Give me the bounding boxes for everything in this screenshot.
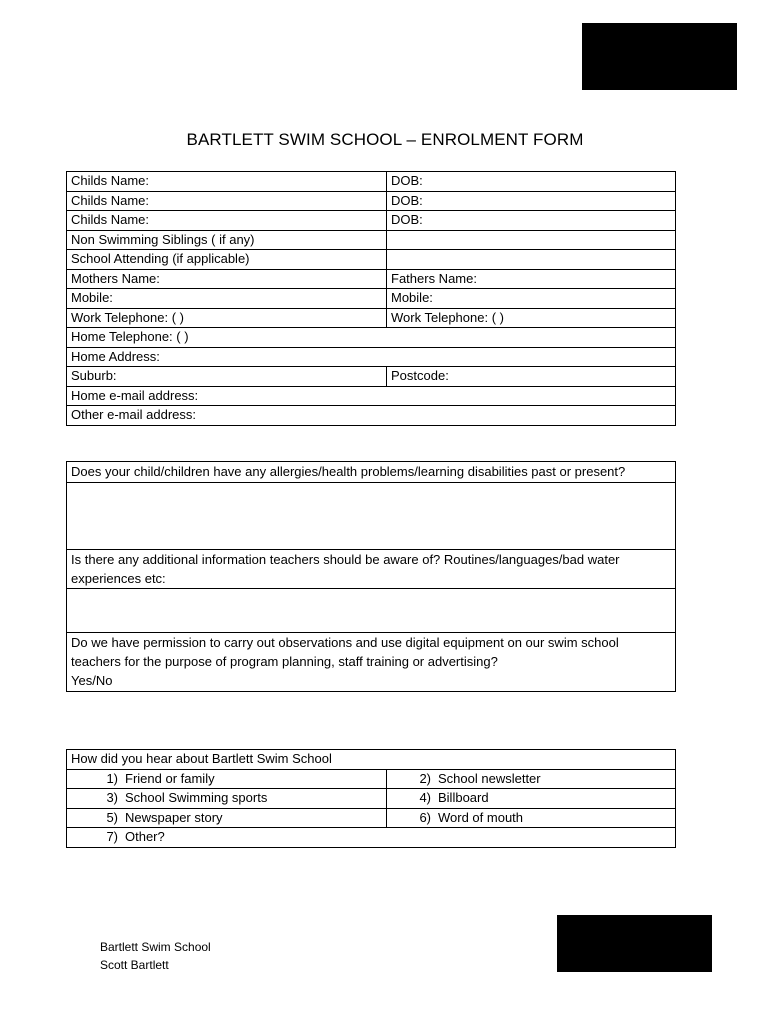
table-row — [67, 367, 676, 387]
permission-question — [67, 633, 676, 691]
option-other[interactable] — [67, 828, 676, 848]
other-email-field[interactable]: Other e-mail address: — [67, 406, 676, 426]
option-label: Other? — [125, 829, 165, 844]
table-row — [67, 769, 676, 789]
mother-work-telephone-field[interactable]: Work Telephone: ( ) — [67, 308, 387, 328]
option-newspaper-story[interactable] — [67, 808, 387, 828]
table-row — [67, 750, 676, 770]
dob-field-3[interactable]: DOB: — [387, 211, 676, 231]
option-number: 5) — [106, 809, 118, 825]
siblings-field[interactable]: Non Swimming Siblings ( if any) — [67, 230, 387, 250]
table-row — [67, 328, 676, 348]
referral-heading: How did you hear about Bartlett Swim School — [67, 750, 676, 770]
additional-info-answer-field[interactable] — [67, 589, 676, 633]
child-details-table — [66, 171, 676, 426]
home-telephone-field[interactable]: Home Telephone: ( ) — [67, 328, 676, 348]
table-row — [67, 482, 676, 549]
option-number: 1) — [106, 770, 118, 786]
siblings-extra-cell[interactable] — [387, 230, 676, 250]
page-title: BARTLETT SWIM SCHOOL – ENROLMENT FORM — [186, 130, 584, 149]
table-row — [67, 633, 676, 691]
father-mobile-field[interactable]: Mobile: — [387, 289, 676, 309]
childs-name-field-1[interactable]: Childs Name: — [67, 172, 387, 192]
option-school-swimming-sports[interactable] — [67, 789, 387, 809]
school-extra-cell[interactable] — [387, 250, 676, 270]
childs-name-field-2[interactable]: Childs Name: — [67, 191, 387, 211]
option-number: 3) — [106, 790, 118, 805]
allergies-answer-field[interactable] — [67, 482, 676, 549]
allergies-question: Does your child/children have any allergies/health problems/learning disabilities past or present? — [67, 462, 676, 483]
table-row — [67, 308, 676, 328]
option-label: Word of mouth — [438, 809, 524, 825]
table-row — [67, 386, 676, 406]
postcode-field[interactable]: Postcode: — [387, 367, 676, 387]
table-row — [67, 269, 676, 289]
health-info-table — [66, 461, 676, 692]
referral-source-table — [66, 749, 676, 848]
table-row — [67, 250, 676, 270]
option-number: 2) — [419, 770, 431, 786]
footer-school-name: Bartlett Swim School — [100, 940, 211, 954]
school-attending-field[interactable]: School Attending (if applicable) — [67, 250, 387, 270]
option-number: 7) — [106, 829, 118, 844]
table-row — [67, 589, 676, 633]
mother-mobile-field[interactable]: Mobile: — [67, 289, 387, 309]
dob-field-2[interactable]: DOB: — [387, 191, 676, 211]
dob-field-1[interactable]: DOB: — [387, 172, 676, 192]
table-row — [67, 347, 676, 367]
option-label: Friend or family — [125, 770, 215, 786]
additional-info-question: Is there any additional information teachers should be aware of? Routines/languages/bad water experiences etc: — [67, 549, 676, 589]
option-friend-or-family[interactable] — [67, 769, 387, 789]
option-label: School Swimming sports — [125, 790, 268, 805]
table-row — [67, 549, 676, 589]
home-address-field[interactable]: Home Address: — [67, 347, 676, 367]
mothers-name-field[interactable]: Mothers Name: — [67, 269, 387, 289]
footer-owner-name: Scott Bartlett — [100, 958, 169, 972]
option-label: Billboard — [438, 790, 489, 805]
table-row — [67, 406, 676, 426]
suburb-field[interactable]: Suburb: — [67, 367, 387, 387]
table-row — [67, 211, 676, 231]
table-row — [67, 191, 676, 211]
option-label: School newsletter — [438, 770, 541, 786]
option-school-newsletter[interactable] — [387, 769, 676, 789]
home-email-field[interactable]: Home e-mail address: — [67, 386, 676, 406]
table-row — [67, 462, 676, 483]
table-row — [67, 230, 676, 250]
option-billboard[interactable] — [387, 789, 676, 809]
option-label: Newspaper story — [125, 809, 223, 825]
table-row — [67, 172, 676, 192]
option-number: 4) — [419, 790, 431, 805]
yes-no-answer[interactable]: Yes/No — [71, 672, 113, 688]
option-number: 6) — [419, 809, 431, 825]
table-row — [67, 789, 676, 809]
permission-question-text: Do we have permission to carry out observations and use digital equipment on our swim school teachers for the purpose of program planning, staff training or advertising? — [71, 635, 619, 670]
fathers-name-field[interactable]: Fathers Name: — [387, 269, 676, 289]
redacted-signature-block — [557, 915, 712, 972]
table-row — [67, 828, 676, 848]
option-word-of-mouth[interactable] — [387, 808, 676, 828]
table-row — [67, 289, 676, 309]
childs-name-field-3[interactable]: Childs Name: — [67, 211, 387, 231]
redacted-logo-block — [582, 23, 737, 90]
father-work-telephone-field[interactable]: Work Telephone: ( ) — [387, 308, 676, 328]
table-row — [67, 808, 676, 828]
